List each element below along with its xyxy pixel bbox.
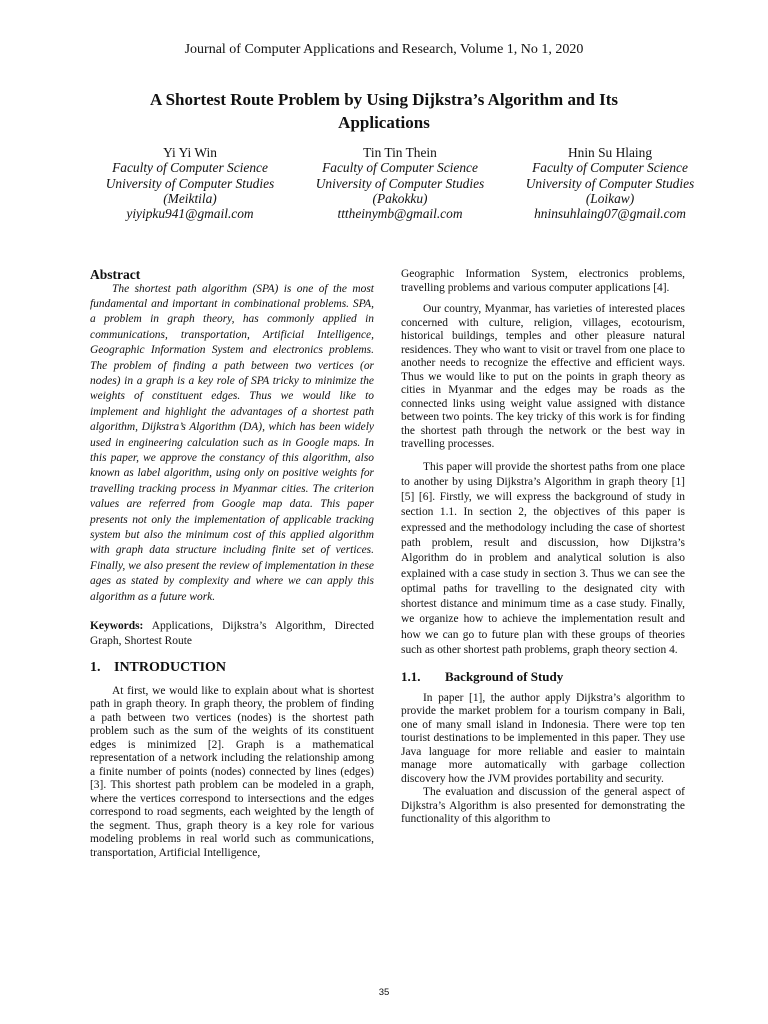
author-email: hninsuhlaing07@gmail.com [534,206,686,222]
author-faculty: Faculty of Computer Science [322,160,478,176]
author-email: yiyipku941@gmail.com [126,206,254,222]
left-column [90,268,374,860]
background-paragraph-1: In paper [1], the author apply Dijkstra’s algorithm to provide the market problem for a tourism company in Bali, one of many small island in Indonesia. There were top ten tourist destinations to be implemented in this paper. They use Java language for more reliable and easier to maintain manage more automatically with garbage collection discovery how the JVM provides portability and security. [401,691,685,785]
author-university: University of Computer Studies (Meiktila) [105,175,275,206]
section-heading-introduction [90,661,374,675]
author-list [90,145,710,221]
keywords-label: Keywords: [90,620,144,633]
journal-header: Journal of Computer Applications and Research, Volume 1, No 1, 2020 [184,42,584,57]
author-name: Yi Yi Win [163,145,217,160]
subsection-title: Background of Study [445,669,564,685]
author-faculty: Faculty of Computer Science [532,160,688,176]
author-faculty: Faculty of Computer Science [112,160,268,176]
right-column [401,268,685,827]
author-name: Hnin Su Hlaing [567,145,653,160]
author-block [300,145,500,221]
section-title: INTRODUCTION [114,660,227,676]
intro-paragraph-2: Our country, Myanmar, has varieties of interested places concerned with culture, religion, villages, ecotourism, historical buildings, temples and other pleasure natural residences. They who want to visit or travel from one place to another needs to recognize the effective and efficient ways. Thus we would like to put on the points in graph theory as cities in Myanmar and the edges may be roads as the connected links using weight value assigned with distance between two points. The key tricky of this work is for finding the shortest path through the network or the best way in travelling processes. [401,303,685,450]
author-block [90,145,290,221]
intro-paragraph-1-continued: Geographic Information System, electronics problems, travelling problems and various computer applications [4]. [401,268,685,294]
intro-paragraph-1: At first, we would like to explain about what is shortest path in graph theory. In graph theory, the problem of finding a path between two vertices (nodes) is the shortest path problem such as the sum of the weights of its constituent edges is minimized [2]. Graph is a mathematical representation of a network including the relationship among a finite number of points (nodes) connected by lines (edges) [3]. This shortest path problem can be modeled in a graph, where the vertices correspond to intersections and the edges correspond to road segments, each weighted by the length of the segment. Thus, graph theory is a key role for various modeling problems in real world such as communications, transportation, Artificial Intelligence, [90,684,374,859]
keywords [90,619,374,649]
paper-title: A Shortest Route Problem by Using Dijkstra’s Algorithm and Its Applications [150,90,618,132]
intro-paragraph-3: This paper will provide the shortest paths from one place to another by using Dijkstra’s Algorithm in graph theory [1] [5] [6]. Firstly, we will express the background of study in section 1.1. In section 2, the objectives of this paper is expressed and the methodology including the case of shortest path problem, result and discussion, how Dijkstra’s Algorithm do in problem and analytical solution is also explained with a case study in section 3. Thus we can see the optimal paths for travelling to the designated city with shortest distance and minimum time as a case study. Finally, we organize how to achieve the implementation result and how we can go to future plan with these groups of theories such as other shortest path problems, graph theory section 4. [401,460,685,657]
page-number: 35 [378,987,390,998]
abstract-heading: Abstract [90,267,141,282]
author-university: University of Computer Studies (Pakokku) [315,175,485,206]
abstract-body: The shortest path algorithm (SPA) is one of the most fundamental and important in combinational problems. SPA, a problem in graph theory, has commonly applied in communications, transportation, Artificial Intelligence, Geographic Information System and electronics problems. The problem of finding a path between two vertices (or nodes) in a graph is a key role of SPA tricky to minimize the weights of constituent edges. Thus we would like to implement and highlight the advantages of a shortest path algorithm, Dijkstra’s Algorithm (DA), which has been widely used in engineering calculation such as in Google maps. In this paper, we approve the constancy of this algorithm, also known as label algorithm, using only on positive weights for travelling tracking process in Myanmar cities. The criterion values are referred from Google map data. This paper presents not only the implementation of applicable tracking system but also the minimum cost of this applied algorithm with graph data structure including finite set of vertices. Finally, we also present the review of implementation in these ages as stated by complexity and where we can apply this algorithm as a future work. [90,282,374,603]
author-university: University of Computer Studies (Loikaw) [525,175,695,206]
author-block [510,145,710,221]
subsection-number: 1.1. [401,669,421,685]
section-number: 1. [90,660,101,676]
keywords-text: Applications, Dijkstra’s Algorithm, Directed Graph, Shortest Route [90,620,374,648]
author-name: Tin Tin Thein [363,145,437,160]
subsection-heading-background [401,670,685,684]
background-paragraph-2: The evaluation and discussion of the general aspect of Dijkstra’s Algorithm is also presented for demonstrating the functionality of this algorithm to [401,786,685,826]
author-email: tttheinymb@gmail.com [337,206,463,222]
